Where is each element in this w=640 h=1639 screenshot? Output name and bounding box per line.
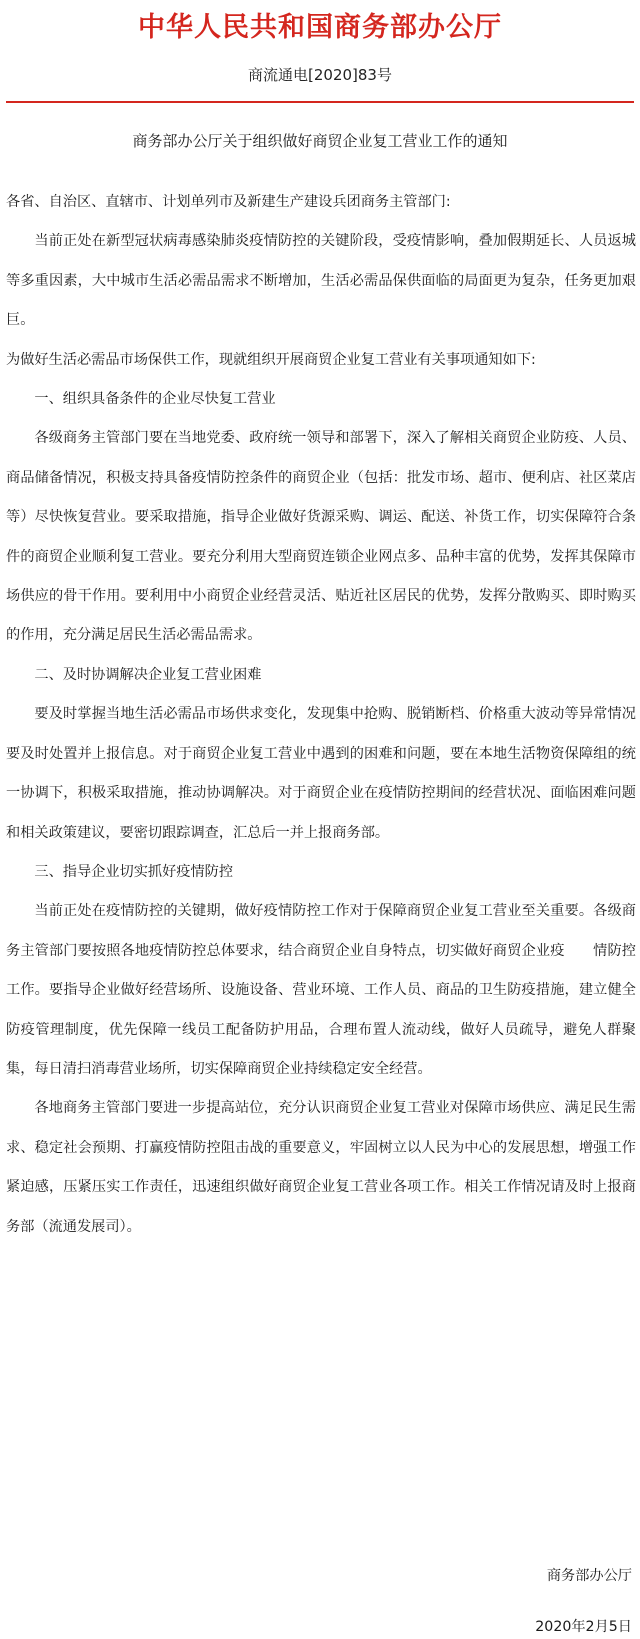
document-number: 商流通电[2020]83号	[248, 66, 392, 84]
red-divider	[6, 101, 634, 103]
issue-date: 2020年2月5日	[535, 1619, 632, 1635]
closing-paragraph: 各地商务主管部门要进一步提高站位，充分认识商贸企业复工营业对保障市场供应、满足民生需求、稳定社会预期、打赢疫情防控阻击战的重要意义，牢固树立以人民为中心的发展思想，增强工作紧迫感，压紧压实工作责任，迅速组织做好商贸企业复工营业各项工作。相关工作情况请及时上报商务部（流通发展司）。	[6, 1100, 636, 1235]
salutation: 各省、自治区、直辖市、计划单列市及新建生产建设兵团商务主管部门:	[6, 194, 451, 210]
section-heading-1: 一、组织具备条件的企业尽快复工营业	[34, 391, 276, 408]
section-heading-2: 二、及时协调解决企业复工营业困难	[34, 666, 262, 683]
notice-body	[6, 183, 636, 1247]
section-heading-3: 三、指导企业切实抓好疫情防控	[34, 863, 234, 880]
issuer-title: 中华人民共和国商务部办公厅	[138, 12, 502, 43]
notice-title: 商务部办公厅关于组织做好商贸企业复工营业工作的通知	[132, 132, 508, 150]
section-body-3: 当前正处在疫情防控的关键期，做好疫情防控工作对于保障商贸企业复工营业至关重要。各级商务主管部门要按照各地疫情防控总体要求，结合商贸企业自身特点，切实做好商贸企业疫 情防控工作。要指导企业做好经营场所、设施设备、营业环境、工作人员、商品的卫生防疫措施，建立健全防疫管理制度，优先保障一线员工配备防护用品，合理布置人流动线，做好人员疏导，避免人群聚集，每日清扫消毒营业场所，切实保障商贸企业持续稳定安全经营。	[6, 903, 636, 1077]
section-body-2: 要及时掌握当地生活必需品市场供求变化，发现集中抢购、脱销断档、价格重大波动等异常情况要及时处置并上报信息。对于商贸企业复工营业中遇到的困难和问题，要在本地生活物资保障组的统一协调下，积极采取措施，推动协调解决。对于商贸企业在疫情防控期间的经营状况、面临困难问题和相关政策建议，要密切跟踪调查，汇总后一并上报商务部。	[6, 706, 636, 841]
intro-paragraph: 当前正处在新型冠状病毒感染肺炎疫情防控的关键阶段，受疫情影响，叠加假期延长、人员返城等多重因素，大中城市生活必需品需求不断增加，生活必需品保供面临的局面更为复杂，任务更加艰巨。	[6, 233, 636, 329]
section-body-1: 各级商务主管部门要在当地党委、政府统一领导和部署下，深入了解相关商贸企业防疫、人员、商品储备情况，积极支持具备疫情防控条件的商贸企业（包括：批发市场、超市、便利店、社区菜店等）尽快恢复营业。要采取措施，指导企业做好货源采购、调运、配送、补货工作，切实保障符合条件的商贸企业顺利复工营业。要充分利用大型商贸连锁企业网点多、品种丰富的优势，发挥其保障市场供应的骨干作用。要利用中小商贸企业经营灵活、贴近社区居民的优势，发挥分散购买、即时购买的作用，充分满足居民生活必需品需求。	[6, 430, 636, 644]
signature: 商务部办公厅	[546, 1568, 632, 1584]
intro-statement: 为做好生活必需品市场保供工作，现就组织开展商贸企业复工营业有关事项通知如下:	[6, 351, 536, 368]
